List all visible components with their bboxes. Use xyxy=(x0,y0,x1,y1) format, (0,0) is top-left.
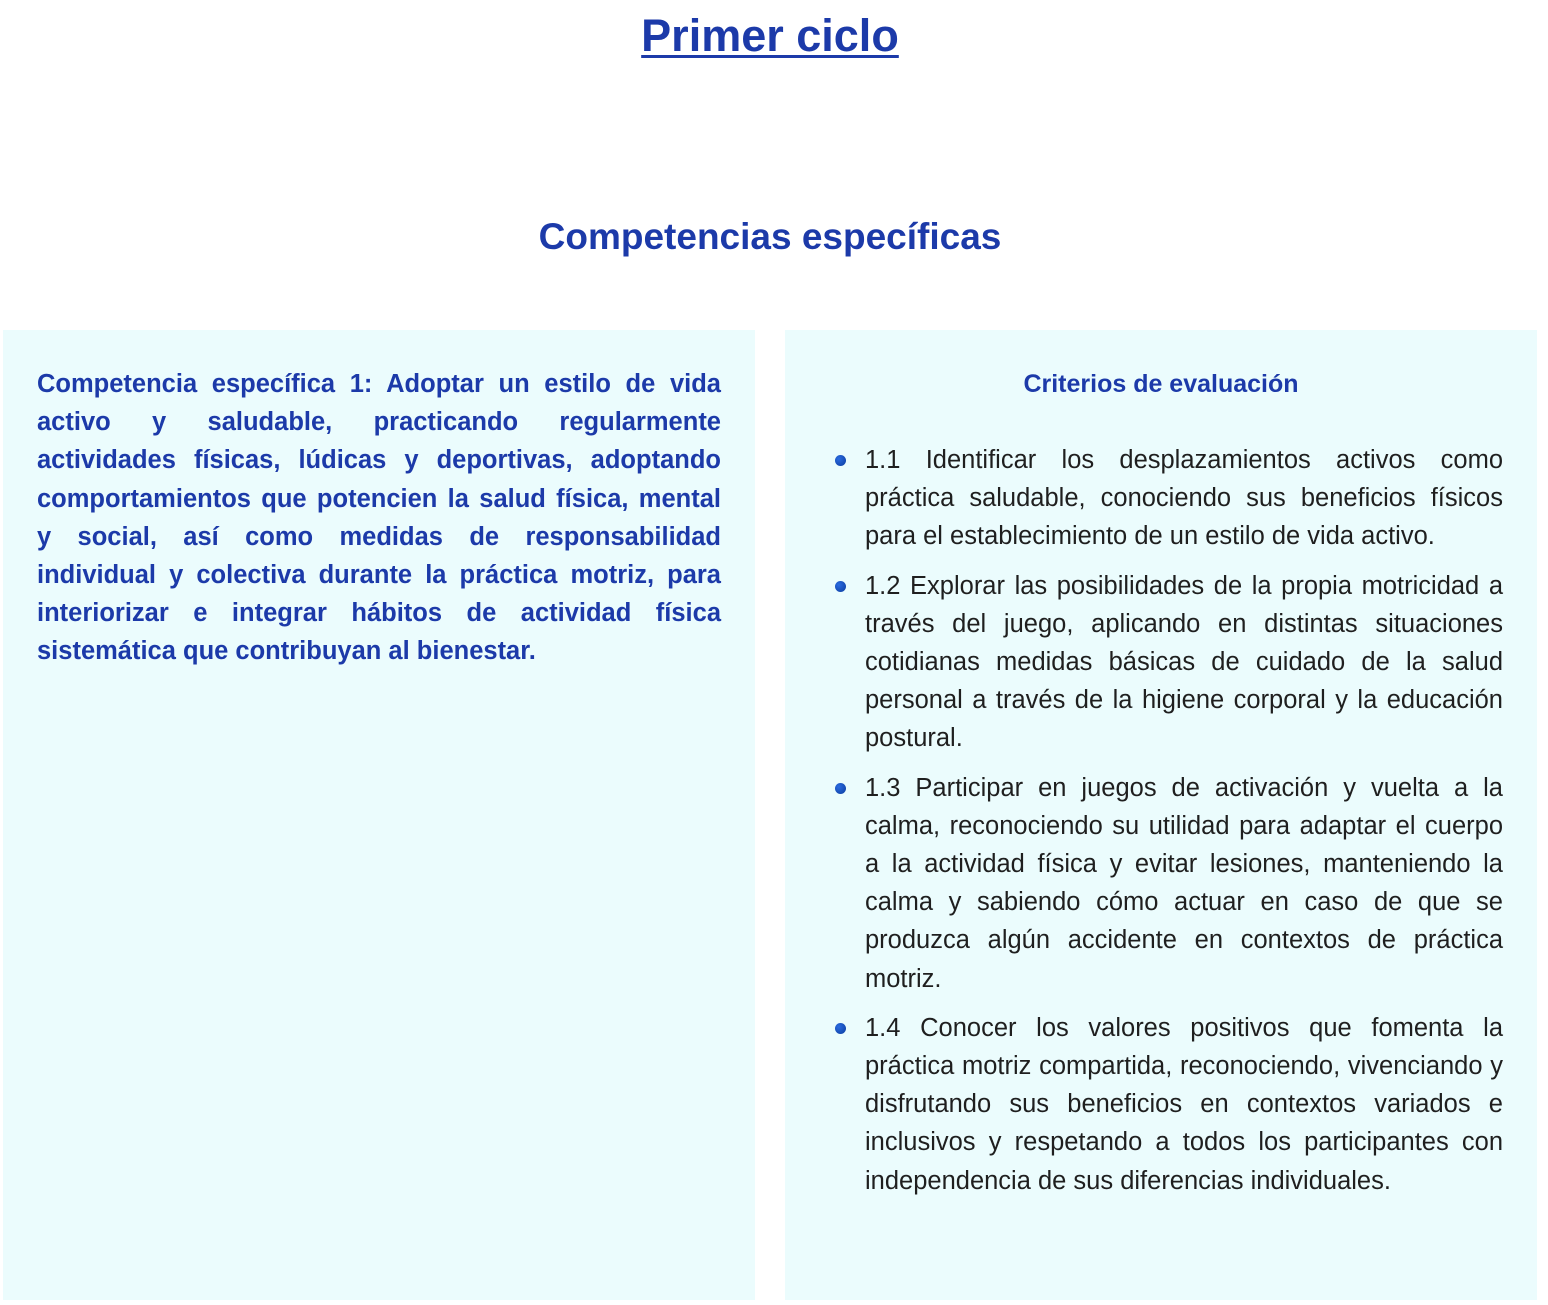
criterios-title: Criterios de evaluación xyxy=(1023,370,1299,398)
bullet-icon xyxy=(835,1023,846,1034)
section-title: Competencias específicas xyxy=(538,216,1002,257)
competencia-panel xyxy=(3,330,755,1300)
criterios-panel xyxy=(785,330,1537,1300)
criterion-text: 1.4 Conocer los valores positivos que fomenta la práctica motriz compartida, reconociendo, vivenciando y disfrutando sus beneficios en contextos variados e inclusivos y respetando a todos los participantes con independencia de sus diferencias individuales. xyxy=(865,1013,1503,1195)
page-title xyxy=(0,8,1540,64)
bullet-icon xyxy=(835,455,846,466)
criterion-item xyxy=(819,567,1503,758)
criterion-item xyxy=(819,441,1503,556)
criterion-text: 1.3 Participar en juegos de activación y vuelta a la calma, reconociendo su utilidad para adaptar el cuerpo a la actividad física y evitar lesiones, manteniendo la calma y sabiendo cómo actuar en caso de que se produzca algún accidente en contextos de práctica motriz. xyxy=(865,773,1503,993)
criterion-text: 1.1 Identificar los desplazamientos activos como práctica saludable, conociendo sus beneficios físicos para el establecimiento de un estilo de vida activo. xyxy=(865,446,1503,551)
criterion-item xyxy=(819,1009,1503,1200)
bullet-icon xyxy=(835,581,846,592)
criteria-list xyxy=(819,441,1503,1200)
criterion-item xyxy=(819,769,1503,998)
bullet-icon xyxy=(835,783,846,794)
competencia-text: Competencia específica 1: Adoptar un estilo de vida activo y saludable, practicando regularmente actividades físicas, lúdicas y deportivas, adoptando comportamientos que potencien la salud física, mental y social, así como medidas de responsabilidad individual y colectiva durante la práctica motriz, para interiorizar e integrar hábitos de actividad física sistemática que contribuyan al bienestar. xyxy=(37,370,721,666)
criterion-text: 1.2 Explorar las posibilidades de la propia motricidad a través del juego, aplicando en distintas situaciones cotidianas medidas básicas de cuidado de la salud personal a través de la higiene corporal y la educación postural. xyxy=(865,571,1503,753)
page-title-link[interactable]: Primer ciclo xyxy=(641,10,899,61)
